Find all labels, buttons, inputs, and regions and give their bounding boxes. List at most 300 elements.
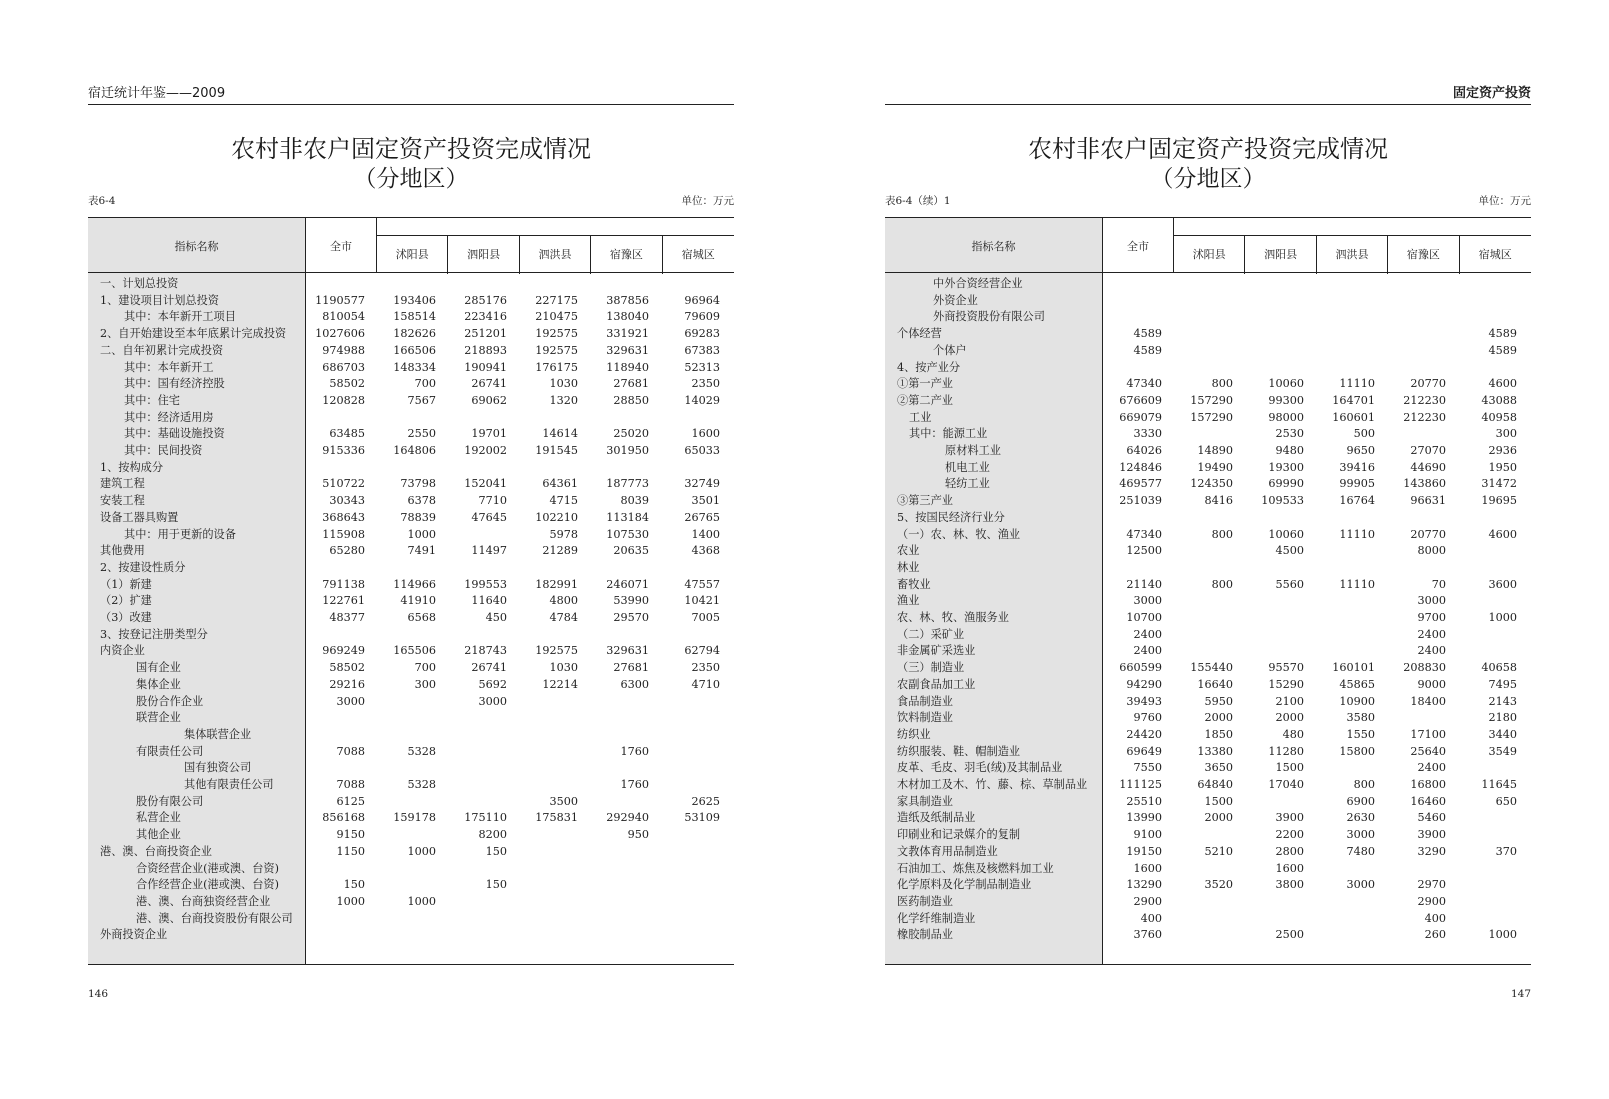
county-value: 155440 bbox=[1190, 661, 1233, 675]
total-value: 124846 bbox=[1119, 460, 1162, 474]
county-value: 11110 bbox=[1339, 377, 1375, 391]
county-value: 480 bbox=[1282, 727, 1304, 741]
county-value: 4500 bbox=[1275, 544, 1304, 558]
total-value: 2400 bbox=[1133, 627, 1162, 641]
table-row bbox=[88, 826, 734, 843]
county-value: 3501 bbox=[691, 494, 720, 508]
county-header: 沭阳县 bbox=[1174, 236, 1245, 274]
county-value: 1000 bbox=[407, 527, 436, 541]
county-value: 19490 bbox=[1197, 460, 1233, 474]
county-value: 212230 bbox=[1403, 393, 1446, 407]
county-value: 3650 bbox=[1204, 761, 1233, 775]
table-row bbox=[88, 809, 734, 826]
statistics-table bbox=[885, 217, 1531, 965]
county-value: 3900 bbox=[1417, 828, 1446, 842]
total-value: 7088 bbox=[336, 744, 365, 758]
county-value: 17100 bbox=[1410, 727, 1446, 741]
county-value: 18400 bbox=[1410, 694, 1446, 708]
county-value: 7480 bbox=[1346, 844, 1375, 858]
county-value: 53990 bbox=[613, 594, 649, 608]
row-label: 国有企业 bbox=[136, 661, 181, 675]
table-row bbox=[885, 726, 1531, 743]
county-value: 150 bbox=[485, 878, 507, 892]
total-value: 974988 bbox=[322, 343, 365, 357]
county-value: 300 bbox=[414, 677, 436, 691]
county-value: 8000 bbox=[1417, 544, 1446, 558]
county-value: 95570 bbox=[1268, 661, 1304, 675]
county-value: 2625 bbox=[691, 794, 720, 808]
row-label: 其中：基础设施投资 bbox=[124, 427, 225, 441]
county-value: 31472 bbox=[1481, 477, 1517, 491]
county-value: 2900 bbox=[1417, 894, 1446, 908]
county-value: 47645 bbox=[471, 510, 507, 524]
table-meta bbox=[885, 194, 1531, 208]
county-value: 1760 bbox=[620, 778, 649, 791]
county-value: 164806 bbox=[393, 444, 436, 457]
row-label: 其中：国有经济控股 bbox=[124, 377, 225, 391]
county-value: 3500 bbox=[549, 794, 578, 808]
county-value: 113184 bbox=[606, 510, 649, 524]
county-value: 79609 bbox=[684, 310, 720, 324]
county-value: 2400 bbox=[1417, 761, 1446, 775]
table-row bbox=[885, 526, 1531, 543]
county-value: 19701 bbox=[471, 427, 507, 441]
table-row bbox=[885, 910, 1531, 927]
county-value: 2530 bbox=[1275, 427, 1304, 441]
county-value: 159178 bbox=[393, 811, 436, 825]
county-value: 175110 bbox=[464, 811, 507, 825]
county-value: 1500 bbox=[1275, 761, 1304, 775]
county-value: 4600 bbox=[1488, 527, 1517, 541]
county-value: 52313 bbox=[684, 360, 720, 374]
total-value: 2400 bbox=[1133, 644, 1162, 658]
county-value: 2800 bbox=[1275, 844, 1304, 858]
row-label: 5、按国民经济行业分 bbox=[897, 510, 1005, 524]
total-value: 12500 bbox=[1126, 544, 1162, 558]
total-value: 122761 bbox=[322, 594, 365, 608]
total-value: 69649 bbox=[1126, 744, 1162, 758]
row-label: 1、建设项目计划总投资 bbox=[100, 293, 219, 307]
county-value: 4589 bbox=[1488, 343, 1517, 357]
county-value: 500 bbox=[1353, 427, 1375, 441]
county-value: 650 bbox=[1495, 794, 1517, 808]
total-value: 2900 bbox=[1133, 894, 1162, 908]
table-row bbox=[885, 609, 1531, 626]
running-head: 固定资产投资 bbox=[885, 86, 1531, 105]
county-value: 3000 bbox=[1417, 594, 1446, 608]
table-header bbox=[885, 217, 1531, 273]
row-label: 二、自年初累计完成投资 bbox=[100, 343, 224, 357]
row-label: （3）改建 bbox=[100, 611, 152, 624]
total-value: 469577 bbox=[1119, 477, 1162, 491]
row-label: 林业 bbox=[897, 560, 920, 574]
row-label: 农业 bbox=[897, 544, 920, 558]
county-value: 192575 bbox=[535, 327, 578, 341]
county-value: 20770 bbox=[1410, 527, 1446, 541]
county-value: 19300 bbox=[1268, 460, 1304, 474]
county-header: 泗洪县 bbox=[520, 236, 591, 274]
county-value: 800 bbox=[1353, 778, 1375, 791]
total-value: 19150 bbox=[1126, 844, 1162, 858]
table-row bbox=[885, 676, 1531, 693]
row-label: ③第三产业 bbox=[897, 494, 953, 508]
table-row bbox=[88, 793, 734, 810]
right-page bbox=[885, 0, 1531, 1099]
county-header: 宿城区 bbox=[681, 248, 715, 261]
county-value: 99300 bbox=[1268, 393, 1304, 407]
county-value: 2630 bbox=[1346, 811, 1375, 825]
county-value: 11640 bbox=[471, 594, 507, 608]
table-row bbox=[88, 392, 734, 409]
total-value: 915336 bbox=[322, 444, 365, 457]
row-label: 有限责任公司 bbox=[136, 744, 204, 758]
county-value: 1000 bbox=[1488, 928, 1517, 942]
county-value: 208830 bbox=[1403, 661, 1446, 675]
county-value: 7567 bbox=[407, 393, 436, 407]
county-value: 1030 bbox=[549, 377, 578, 391]
county-value: 2350 bbox=[691, 377, 720, 391]
table-row bbox=[885, 509, 1531, 526]
table-code: 表6-4 bbox=[88, 195, 116, 207]
total-value: 39493 bbox=[1126, 694, 1162, 708]
county-value: 5328 bbox=[407, 744, 436, 758]
table-row bbox=[885, 342, 1531, 359]
county-value: 44690 bbox=[1410, 460, 1446, 474]
county-value: 246071 bbox=[606, 577, 649, 591]
total-value: 510722 bbox=[322, 477, 365, 491]
total-value: 1000 bbox=[336, 894, 365, 908]
table-row bbox=[88, 743, 734, 760]
row-label: 外商投资股份有限公司 bbox=[933, 310, 1045, 324]
county-value: 138040 bbox=[606, 310, 649, 324]
county-header: 泗阳县 bbox=[448, 236, 519, 274]
county-value: 11110 bbox=[1339, 577, 1375, 591]
county-value: 69283 bbox=[684, 327, 720, 341]
county-value: 2400 bbox=[1417, 627, 1446, 641]
row-label: 联营企业 bbox=[136, 711, 181, 725]
row-label: （1）新建 bbox=[100, 577, 152, 591]
unit-label: 单位：万元 bbox=[681, 195, 734, 207]
table-row bbox=[88, 325, 734, 342]
table-row bbox=[885, 626, 1531, 643]
row-label: 其中：本年新开工 bbox=[124, 360, 214, 374]
table-title: 农村非农户固定资产投资完成情况 bbox=[1028, 135, 1388, 163]
table-row bbox=[88, 526, 734, 543]
county-value: 148334 bbox=[393, 360, 436, 374]
county-value: 1850 bbox=[1204, 727, 1233, 741]
table-row bbox=[88, 592, 734, 609]
county-value: 227175 bbox=[535, 293, 578, 307]
county-value: 96964 bbox=[684, 293, 720, 307]
county-value: 11110 bbox=[1339, 527, 1375, 541]
row-label: 集体联营企业 bbox=[184, 727, 252, 741]
table-row bbox=[88, 475, 734, 492]
county-value: 285176 bbox=[464, 293, 507, 307]
county-value: 6900 bbox=[1346, 794, 1375, 808]
row-label: 1、按构成分 bbox=[100, 460, 164, 474]
county-value: 11497 bbox=[471, 544, 507, 558]
county-value: 1400 bbox=[691, 527, 720, 541]
row-label: 原材料工业 bbox=[945, 444, 1001, 457]
table-row bbox=[885, 292, 1531, 309]
county-value: 4710 bbox=[691, 677, 720, 691]
county-value: 16800 bbox=[1410, 778, 1446, 791]
table-row bbox=[88, 893, 734, 910]
county-value: 192002 bbox=[464, 444, 507, 457]
table-header bbox=[88, 217, 734, 273]
county-value: 102210 bbox=[535, 510, 578, 524]
table-row bbox=[88, 459, 734, 476]
county-value: 2180 bbox=[1488, 711, 1517, 725]
county-value: 2936 bbox=[1488, 444, 1517, 457]
table-row bbox=[885, 709, 1531, 726]
county-value: 950 bbox=[627, 828, 649, 842]
county-value: 69990 bbox=[1268, 477, 1304, 491]
county-value: 20635 bbox=[613, 544, 649, 558]
table-row bbox=[88, 409, 734, 426]
total-value: 368643 bbox=[322, 510, 365, 524]
county-value: 15800 bbox=[1339, 744, 1375, 758]
county-value: 2350 bbox=[691, 661, 720, 675]
row-label: 农副食品加工业 bbox=[897, 677, 976, 691]
row-label: 橡胶制品业 bbox=[897, 928, 953, 942]
county-value: 1600 bbox=[1275, 861, 1304, 875]
county-value: 3000 bbox=[1346, 878, 1375, 892]
table-row bbox=[88, 308, 734, 325]
county-value: 41910 bbox=[400, 594, 436, 608]
total-value: 669079 bbox=[1119, 410, 1162, 424]
table-row bbox=[885, 375, 1531, 392]
county-value: 160101 bbox=[1332, 661, 1375, 675]
county-value: 25640 bbox=[1410, 744, 1446, 758]
row-label: 集体企业 bbox=[136, 677, 181, 691]
county-value: 2400 bbox=[1417, 644, 1446, 658]
table-row bbox=[88, 609, 734, 626]
county-value: 26765 bbox=[684, 510, 720, 524]
total-value: 9150 bbox=[336, 828, 365, 842]
table-row bbox=[885, 325, 1531, 342]
total-value: 29216 bbox=[329, 677, 365, 691]
county-value: 300 bbox=[1495, 427, 1517, 441]
county-value: 4800 bbox=[549, 594, 578, 608]
row-label: 木材加工及木、竹、藤、棕、草制品业 bbox=[897, 778, 1088, 791]
county-value: 700 bbox=[414, 377, 436, 391]
total-value: 6125 bbox=[336, 794, 365, 808]
row-label: 其中：经济适用房 bbox=[124, 410, 214, 424]
county-value: 16640 bbox=[1197, 677, 1233, 691]
row-label: 农、林、牧、渔服务业 bbox=[897, 611, 1009, 624]
county-value: 1500 bbox=[1204, 794, 1233, 808]
table-code: 表6-4（续）1 bbox=[885, 195, 951, 207]
county-value: 1030 bbox=[549, 661, 578, 675]
total-value: 21140 bbox=[1126, 577, 1162, 591]
row-label: 其中：本年新开工项目 bbox=[124, 310, 236, 324]
table-row bbox=[885, 475, 1531, 492]
table-row bbox=[885, 860, 1531, 877]
table-row bbox=[885, 693, 1531, 710]
row-label: 皮革、毛皮、羽毛(绒)及其制品业 bbox=[897, 761, 1063, 775]
total-value: 7088 bbox=[336, 778, 365, 791]
table-body bbox=[885, 273, 1531, 965]
county-value: 4589 bbox=[1488, 327, 1517, 341]
county-value: 5460 bbox=[1417, 811, 1446, 825]
county-value: 65033 bbox=[684, 444, 720, 457]
table-row bbox=[88, 292, 734, 309]
table-row bbox=[885, 876, 1531, 893]
county-value: 16764 bbox=[1339, 494, 1375, 508]
county-value: 387856 bbox=[606, 293, 649, 307]
county-value: 800 bbox=[1211, 577, 1233, 591]
county-value: 7710 bbox=[478, 494, 507, 508]
county-value: 3800 bbox=[1275, 878, 1304, 892]
row-label: 2、自开始建设至本年底累计完成投资 bbox=[100, 327, 287, 341]
county-value: 9650 bbox=[1346, 444, 1375, 457]
county-value: 3440 bbox=[1488, 727, 1517, 741]
county-value: 14614 bbox=[542, 427, 578, 441]
table-row bbox=[885, 576, 1531, 593]
row-label: 纺织业 bbox=[897, 727, 931, 741]
county-value: 251201 bbox=[464, 327, 507, 341]
county-value: 6378 bbox=[407, 494, 436, 508]
table-row bbox=[88, 509, 734, 526]
table-row bbox=[88, 342, 734, 359]
row-label: 其中：民间投资 bbox=[124, 444, 203, 457]
table-row bbox=[885, 776, 1531, 793]
county-value: 157290 bbox=[1190, 393, 1233, 407]
county-value: 98000 bbox=[1268, 410, 1304, 424]
total-value: 686703 bbox=[322, 360, 365, 374]
table-row bbox=[885, 592, 1531, 609]
county-value: 212230 bbox=[1403, 410, 1446, 424]
total-value: 9760 bbox=[1133, 711, 1162, 725]
county-value: 26741 bbox=[471, 661, 507, 675]
total-value: 9100 bbox=[1133, 828, 1162, 842]
table-subtitle: （分地区） bbox=[353, 166, 469, 192]
county-value: 1600 bbox=[691, 427, 720, 441]
county-value: 1760 bbox=[620, 744, 649, 758]
table-row bbox=[88, 659, 734, 676]
total-value: 3330 bbox=[1133, 427, 1162, 441]
row-label: 国有独资公司 bbox=[184, 761, 252, 775]
county-value: 99905 bbox=[1339, 477, 1375, 491]
statistics-table bbox=[88, 217, 734, 965]
row-label: 建筑工程 bbox=[100, 477, 145, 491]
table-row bbox=[885, 743, 1531, 760]
county-value: 64840 bbox=[1197, 778, 1233, 791]
county-value: 193406 bbox=[393, 293, 436, 307]
county-value: 175831 bbox=[535, 811, 578, 825]
county-value: 107530 bbox=[606, 527, 649, 541]
county-value: 45865 bbox=[1339, 677, 1375, 691]
county-value: 29570 bbox=[613, 611, 649, 624]
county-value: 5692 bbox=[478, 677, 507, 691]
row-label: 医药制造业 bbox=[897, 894, 953, 908]
row-label: 轻纺工业 bbox=[945, 477, 990, 491]
total-value: 63485 bbox=[329, 427, 365, 441]
running-head: 宿迁统计年鉴——2009 bbox=[88, 86, 734, 105]
county-group-header bbox=[1174, 218, 1531, 236]
county-value: 43088 bbox=[1481, 393, 1517, 407]
row-label: 2、按建设性质分 bbox=[100, 560, 186, 574]
county-value: 1550 bbox=[1346, 727, 1375, 741]
county-value: 164701 bbox=[1332, 393, 1375, 407]
total-value: 58502 bbox=[329, 661, 365, 675]
county-value: 64361 bbox=[542, 477, 578, 491]
total-value: 4589 bbox=[1133, 343, 1162, 357]
county-value: 331921 bbox=[606, 327, 649, 341]
county-value: 6300 bbox=[620, 677, 649, 691]
row-label: 设备工器具购置 bbox=[100, 510, 179, 524]
total-value: 47340 bbox=[1126, 377, 1162, 391]
county-value: 10060 bbox=[1268, 377, 1304, 391]
table-row bbox=[885, 275, 1531, 292]
county-value: 9000 bbox=[1417, 677, 1446, 691]
county-value: 10900 bbox=[1339, 694, 1375, 708]
row-label: 其中：住宅 bbox=[124, 393, 180, 407]
county-header: 泗阳县 bbox=[1245, 236, 1316, 274]
total-value: 1600 bbox=[1133, 861, 1162, 875]
table-row bbox=[885, 826, 1531, 843]
county-value: 700 bbox=[414, 661, 436, 675]
county-header: 宿豫区 bbox=[591, 236, 662, 274]
table-row bbox=[88, 442, 734, 459]
county-value: 3520 bbox=[1204, 878, 1233, 892]
county-value: 114966 bbox=[393, 577, 436, 591]
county-value: 47557 bbox=[684, 577, 720, 591]
county-value: 32749 bbox=[684, 477, 720, 491]
county-value: 2500 bbox=[1275, 928, 1304, 942]
county-value: 14890 bbox=[1197, 444, 1233, 457]
row-label: 化学纤维制造业 bbox=[897, 911, 976, 925]
table-row bbox=[88, 726, 734, 743]
row-label: 一、计划总投资 bbox=[100, 277, 179, 290]
county-value: 2000 bbox=[1204, 811, 1233, 825]
county-value: 1000 bbox=[407, 894, 436, 908]
county-value: 260 bbox=[1424, 928, 1446, 942]
total-value: 400 bbox=[1140, 911, 1162, 925]
county-value: 329631 bbox=[606, 343, 649, 357]
county-value: 69062 bbox=[471, 393, 507, 407]
county-value: 96631 bbox=[1410, 494, 1446, 508]
table-row bbox=[885, 843, 1531, 860]
total-value: 660599 bbox=[1119, 661, 1162, 675]
county-value: 2143 bbox=[1488, 694, 1517, 708]
total-value: 120828 bbox=[322, 393, 365, 407]
row-label: 化学原料及化学制品制造业 bbox=[897, 878, 1032, 892]
county-value: 329631 bbox=[606, 644, 649, 658]
table-row bbox=[88, 676, 734, 693]
total-value: 13990 bbox=[1126, 811, 1162, 825]
row-label: 非金属矿采选业 bbox=[897, 644, 976, 658]
row-label: 港、澳、台商投资股份有限公司 bbox=[136, 911, 293, 925]
county-value: 4715 bbox=[549, 494, 578, 508]
county-value: 9480 bbox=[1275, 444, 1304, 457]
table-row bbox=[885, 793, 1531, 810]
table-row bbox=[885, 409, 1531, 426]
row-label: 外商投资企业 bbox=[100, 928, 168, 942]
county-value: 5560 bbox=[1275, 577, 1304, 591]
table-row bbox=[885, 559, 1531, 576]
county-value: 67383 bbox=[684, 343, 720, 357]
county-value: 143860 bbox=[1403, 477, 1446, 491]
table-row bbox=[88, 359, 734, 376]
county-value: 187773 bbox=[606, 477, 649, 491]
county-value: 9700 bbox=[1417, 611, 1446, 624]
county-value: 150 bbox=[485, 844, 507, 858]
left-page bbox=[88, 0, 734, 1099]
total-value: 150 bbox=[343, 878, 365, 892]
row-label: 食品制造业 bbox=[897, 694, 953, 708]
